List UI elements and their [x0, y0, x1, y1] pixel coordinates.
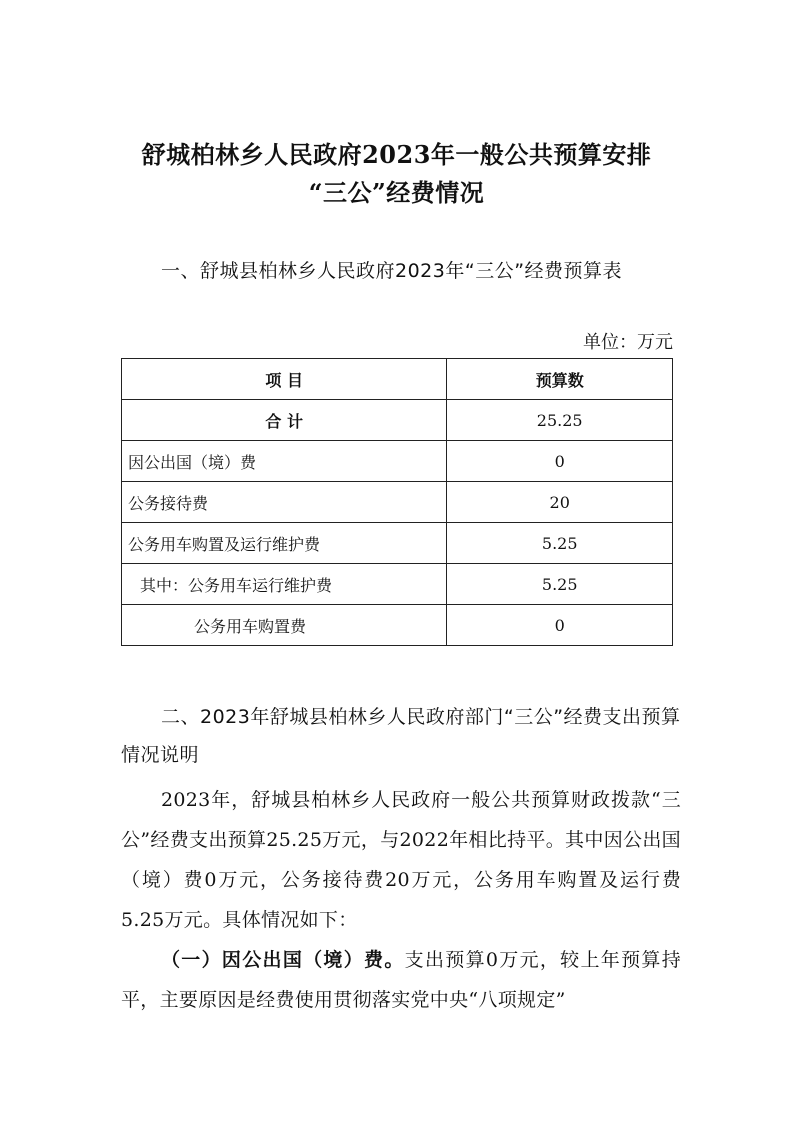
- paragraph-body: 支出预算0万元，较上年预算持平，主要原因是经费使用贯彻落实党中央“八项规定”: [121, 949, 681, 1011]
- document-title-line1: 舒城柏林乡人民政府2023年一般公共预算安排: [141, 140, 652, 169]
- row-item: 公务用车购置及运行维护费: [122, 523, 447, 564]
- row-value: 5.25: [447, 523, 673, 564]
- table-header-row: [122, 359, 673, 400]
- table-row: [122, 441, 673, 482]
- row-item: 公务接待费: [122, 482, 447, 523]
- section1-heading: 一、舒城县柏林乡人民政府2023年“三公”经费预算表: [161, 260, 623, 282]
- table-row: [122, 564, 673, 605]
- header-item: 项 目: [122, 359, 447, 400]
- row-value: 25.25: [447, 400, 673, 441]
- table-row: [122, 605, 673, 646]
- unit-label: 单位：万元: [583, 332, 673, 353]
- paragraph-lead: （一）因公出国（境）费。: [161, 949, 405, 971]
- budget-table: [121, 358, 673, 646]
- row-value: 20: [447, 482, 673, 523]
- document-title-line2: “三公”经费情况: [308, 178, 485, 207]
- paragraph-overseas-travel: [121, 940, 681, 1020]
- row-value: 5.25: [447, 564, 673, 605]
- table-row-total: [122, 400, 673, 441]
- paragraph-summary: 2023年，舒城县柏林乡人民政府一般公共预算财政拨款“三公”经费支出预算25.25万元，与2022年相比持平。其中因公出国（境）费0万元，公务接待费20万元，公务用车购置及运行费5.25万元。具体情况如下：: [121, 789, 681, 931]
- section2-heading: 二、2023年舒城县柏林乡人民政府部门“三公”经费支出预算情况说明: [121, 706, 681, 766]
- row-item: 公务用车购置费: [122, 605, 447, 646]
- row-item: 因公出国（境）费: [122, 441, 447, 482]
- row-value: 0: [447, 605, 673, 646]
- row-item: 合 计: [122, 400, 447, 441]
- table-row: [122, 523, 673, 564]
- table-row: [122, 482, 673, 523]
- row-value: 0: [447, 441, 673, 482]
- row-item: 其中：公务用车运行维护费: [122, 564, 447, 605]
- header-value: 预算数: [447, 359, 673, 400]
